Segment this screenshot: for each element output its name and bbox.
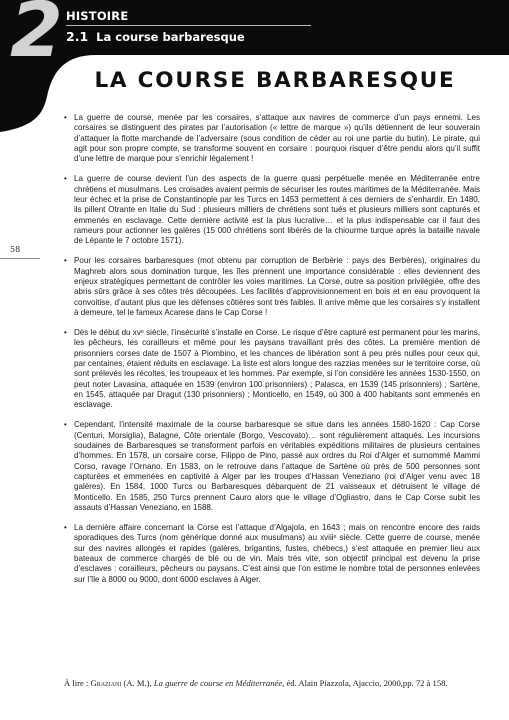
paragraph-text: Dès le début du xvᵉ siècle, l’insécurité s’installe en Corse. Le risque d’être capturé est permanent pour les marins, les pêcheurs, les corailleurs et même pour les paysans travaillant près des côtes. La première mention de prisonniers corses date de 1507 à Piombino, et les chances de libération sont à peu près nulles pour ceux qui, par centaines, étaient réduits en esclavage. La liste est alors longue des razzias menées sur le territoire corse, où sont prélevés les récoltes, les troupeaux et les hommes. Par exemple, si l’on considère les années 1530-1550, on peut noter Lavasina, attaquée en 1539 (environ 100 prisonniers) ; Palasca, en 1539 (145 prisonniers) ; Sartène, en 1545, attaquée par Dragut (130 prisonniers) ; Monticello, en 1549, où 300 à 400 habitants sont emmenés en esclavage. xyxy=(74,327,480,410)
bullet-icon: • xyxy=(64,327,67,337)
bullet-icon: • xyxy=(64,256,67,266)
reading-reference xyxy=(64,678,494,689)
bullet-icon: • xyxy=(64,113,67,122)
paragraph-6 xyxy=(64,523,480,585)
chapter-number: 2 xyxy=(10,0,63,74)
paragraph-text: Cependant, l’intensité maximale de la course barbaresque se situe dans les années 1580-1620 : Cap Corse (Centuri, Morsiglia), Balagne, Côte orientale (Borgo, Vescovato)… sont régulièrement attaqués. Les incursions soudaines de Barbaresques se transforment parfois en véritables expéditions militaires de plusieurs centaines d’hommes. En 1578, un corsaire corse, Filippo de Pino, passé aux ordres du Roi d’Alger et surnommé Mammi Corso, ravage l’Ornano. En 1583, on le retrouve dans l’attaque de Sartène où près de 500 personnes sont capturées et emmenées en captivité à Alger par les troupes d’Hassan Veneziano (roi d’Alger venu avec 18 galères). En 1584, 1000 Turcs ou Barbaresques débarquent de 21 vaisseaux et détruisent le village de Monticello. En 1585, 250 Turcs prennent Cauro alors que le village d’Ogliastro, dans le Cap Corse subit les assauts d’Hassan Veneziano, en 1588. xyxy=(74,420,480,513)
page-number-rule xyxy=(0,258,40,259)
bullet-icon: • xyxy=(64,174,67,184)
paragraph-text: La guerre de course, menée par les corsaires, s’attaque aux navires de commerce d’un pays ennemi. Les corsaires se distinguent des pirates par l’autorisation (« lettre de marque ») qu’ils détiennent de leur souverain d’attaquer la flotte marchande de l’adversaire (sous condition de céder au roi une partie du butin). Le pirate, qui agit pour son propre compte, se transforme souvent en corsaire : pourquoi risquer d’être pendu alors qu’il suffit d’une lettre de marque pour s’enrichir légalement ! xyxy=(74,113,480,164)
subsection-title: La course barbaresque xyxy=(96,30,245,44)
page-number: 58 xyxy=(10,245,21,254)
bullet-icon: • xyxy=(64,523,67,532)
reference-author: Graziani (A. M.), xyxy=(90,678,154,688)
paragraph-1 xyxy=(64,113,480,165)
bullet-icon: • xyxy=(64,420,67,430)
paragraph-text: Pour les corsaires barbaresques (mot obtenu par corruption de Berbérie : pays des Berbères), originaires du Maghreb alors sous domination turque, les îles prennent une importance considérable : elles deviennent des enjeux stratégiques permettant de contrôler les voies maritimes. La Corse, outre sa position privilégiée, offre des abris sûrs grâce à ses côtes très découpées. Les facilités d’approvisionnement en bois et en eau provoquent la convoitise, d’autant plus que les défenses côtières sont très faibles. Il arrive même que les corsaires s’y installent à demeure, tel le fameux Acarese dans le Cap Corse ! xyxy=(74,256,480,318)
page-title: LA COURSE BARBARESQUE xyxy=(94,68,456,93)
paragraph-text: La dernière affaire concernant la Corse est l’attaque d’Algajola, en 1643 ; mais on rencontre encore des raids sporadiques des Turcs (nom générique donné aux musulmans) au xviiiᵉ siècle. Cette guerre de course, menée sur des navires allongés et rapides (galères, brigantins, fustes, chébecs,) s’est attaquée en premier lieu aux bateaux de commerce chargés de blé ou de vin. Mais très vite, son objectif principal est devenu la prise d’esclaves : corailleurs, pêcheurs ou paysans. C’est ainsi que l’on estime le nombre total de personnes enlevées sur l’île à 8000 ou 9000, dont 6000 esclaves à Alger. xyxy=(74,523,480,584)
section-divider xyxy=(66,25,311,26)
subsection-number: 2.1 xyxy=(66,29,89,44)
paragraph-text: La guerre de course devient l’un des aspects de la guerre quasi perpétuelle menée en Méditerranée entre chrétiens et musulmans. Les croisades avaient permis de sécuriser les routes maritimes de la Méditerranée. Mais leur échec et la prise de Constantinople par les Turcs en 1453 permettent à ces derniers de s’enhardir. En 1480, ils pillent Otrante en Italie du Sud : plusieurs milliers de chrétiens sont tués et plusieurs milliers sont capturés et emmenés en esclavage. Cette dernière activité est la plus lucrative… et la plus indispensable car il faut des rameurs pour actionner les galères (15 000 chrétiens sont libérés de la chiourme turque après la bataille navale de Lépante le 7 octobre 1571). xyxy=(74,174,480,246)
section-title: HISTOIRE xyxy=(66,9,129,23)
reference-book-title: La guerre de course en Méditerranée xyxy=(153,678,283,688)
subsection-heading xyxy=(66,29,245,44)
paragraph-3 xyxy=(64,256,480,318)
reference-prefix: À lire : xyxy=(64,678,91,688)
paragraph-4 xyxy=(64,328,480,411)
body-text xyxy=(64,113,480,595)
reference-publisher: , éd. Alain Piazzola, Ajaccio, 2000,pp. 72 à 158. xyxy=(282,678,448,688)
paragraph-5 xyxy=(64,420,480,513)
paragraph-2 xyxy=(64,174,480,246)
